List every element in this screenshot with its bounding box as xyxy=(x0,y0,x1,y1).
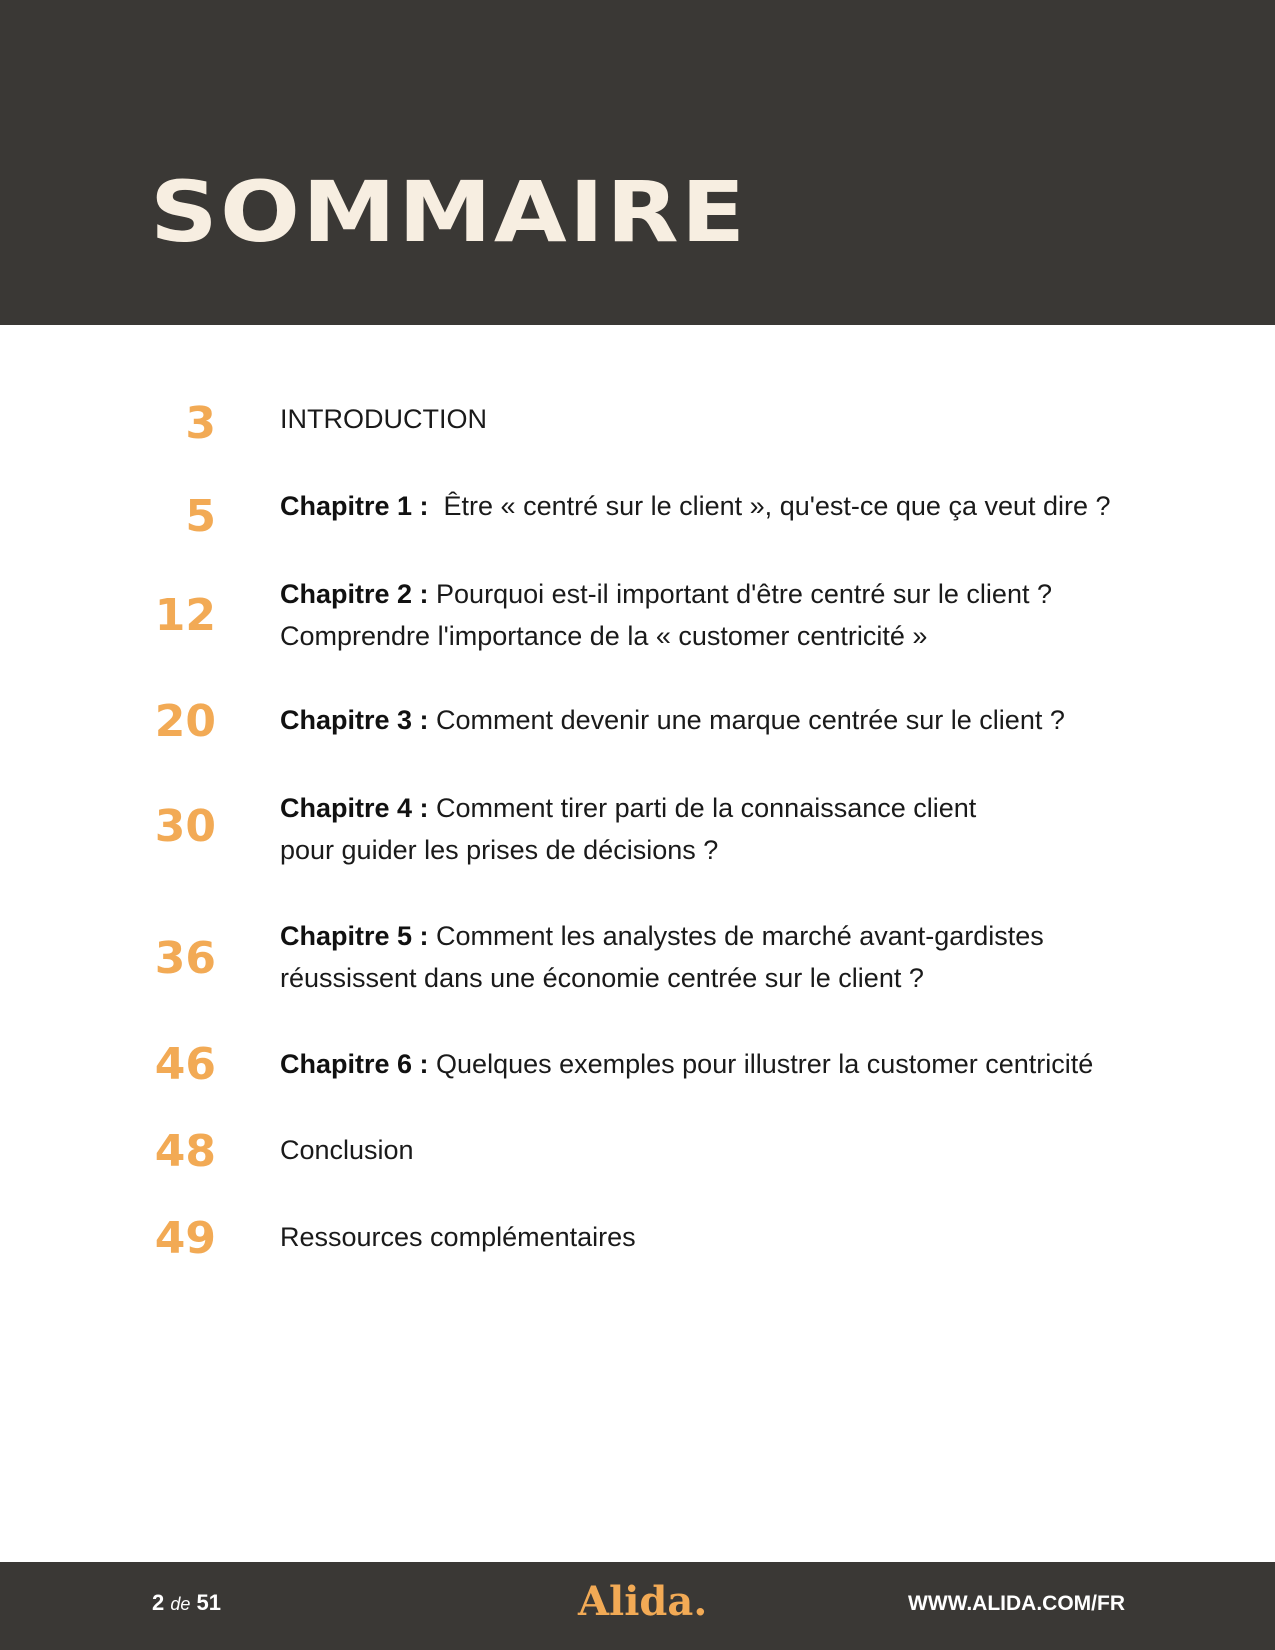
toc-entry-label: Chapitre 4 : xyxy=(280,793,429,823)
toc-entry-text xyxy=(280,1043,1180,1085)
page-counter xyxy=(152,1590,221,1616)
page-separator: de xyxy=(170,1594,191,1614)
page-current: 2 xyxy=(152,1590,165,1615)
toc-entry-title: Comment tirer parti de la connaissance client xyxy=(428,793,977,823)
toc-entry-title: Pourquoi est-il important d'être centré sur le client ? xyxy=(428,579,1052,609)
toc-entry-text xyxy=(280,699,1180,741)
toc-page-number: 20 xyxy=(154,696,216,747)
toc-entry-text xyxy=(280,573,1180,657)
toc-entry-title: INTRODUCTION xyxy=(280,404,487,434)
toc-entry-label: Chapitre 3 : xyxy=(280,705,429,735)
toc-entry-title-line2: réussissent dans une économie centrée sur le client ? xyxy=(280,963,924,993)
toc-page-number: 36 xyxy=(154,933,216,984)
page-total: 51 xyxy=(196,1590,222,1615)
toc-entry-title-line2: pour guider les prises de décisions ? xyxy=(280,835,719,865)
toc-page-number: 12 xyxy=(154,590,216,641)
toc-entry-title: Quelques exemples pour illustrer la customer centricité xyxy=(428,1049,1094,1079)
toc-page-number: 49 xyxy=(154,1213,216,1264)
toc-entry-label: Chapitre 1 : xyxy=(280,491,429,521)
toc-page-number: 30 xyxy=(154,801,216,852)
toc-entry-label: Chapitre 6 : xyxy=(280,1049,429,1079)
toc-entry-title: Être « centré sur le client », qu'est-ce que ça veut dire ? xyxy=(428,491,1111,521)
toc-entry-text xyxy=(280,787,1180,871)
alida-logo: Alida. xyxy=(578,1578,708,1625)
toc-page-number: 48 xyxy=(154,1126,216,1177)
toc-entry-text xyxy=(280,1129,1180,1171)
footer-band xyxy=(0,1562,1275,1650)
toc-entry-text xyxy=(280,485,1180,527)
toc-entry-text xyxy=(280,1216,1180,1258)
toc-page-number: 5 xyxy=(185,491,216,542)
toc-entry-title: Ressources complémentaires xyxy=(280,1222,636,1252)
toc-entry-text xyxy=(280,915,1180,999)
page-title: SOMMAIRE xyxy=(150,163,748,261)
toc-page-number: 46 xyxy=(154,1039,216,1090)
toc-entry-title: Conclusion xyxy=(280,1135,414,1165)
toc-entry-title: Comment devenir une marque centrée sur le client ? xyxy=(428,705,1065,735)
website-link[interactable]: WWW.ALIDA.COM/FR xyxy=(908,1592,1125,1615)
toc-entry-text xyxy=(280,398,1180,440)
toc-entry-title-line2: Comprendre l'importance de la « customer centricité » xyxy=(280,621,928,651)
toc-entry-label: Chapitre 5 : xyxy=(280,921,429,951)
toc-entry-label: Chapitre 2 : xyxy=(280,579,429,609)
toc-entry-title: Comment les analystes de marché avant-gardistes xyxy=(428,921,1044,951)
toc-page-number: 3 xyxy=(185,398,216,449)
